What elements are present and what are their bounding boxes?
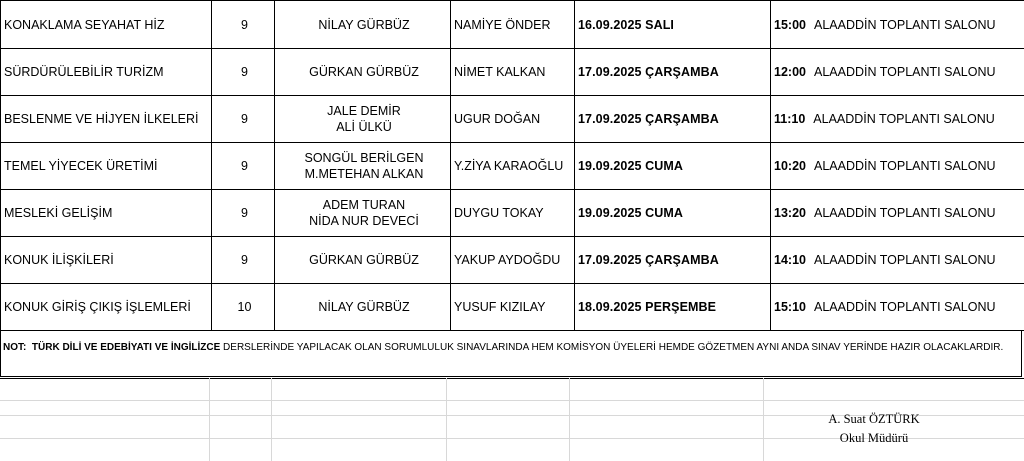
time-place-cell xyxy=(771,190,1024,237)
exam-place: ALAADDİN TOPLANTI SALONU xyxy=(813,159,996,173)
exam-time: 15:00 xyxy=(774,17,806,32)
exam-time: 11:10 xyxy=(774,112,806,126)
exam-date-cell: 17.09.2025 ÇARŞAMBA xyxy=(575,49,771,96)
time-place-cell xyxy=(771,284,1024,331)
exam-date-cell: 17.09.2025 ÇARŞAMBA xyxy=(575,96,771,143)
table-row xyxy=(1,237,1024,284)
exam-date-cell: 17.09.2025 ÇARŞAMBA xyxy=(575,237,771,284)
table-row xyxy=(1,49,1024,96)
table-row xyxy=(1,284,1024,331)
exam-time: 10:20 xyxy=(774,159,806,173)
supervisor-cell: Y.ZİYA KARAOĞLU xyxy=(451,143,575,190)
exam-place: ALAADDİN TOPLANTI SALONU xyxy=(813,253,996,267)
course-cell: SÜRDÜRÜLEBİLİR TURİZM xyxy=(1,49,212,96)
supervisor-cell: NİMET KALKAN xyxy=(451,49,575,96)
note-text: DERSLERİNDE YAPILACAK OLAN SORUMLULUK SINAVLARINDA HEM KOMİSYON ÜYELERİ HEMDE GÖZETMEN AYNI ANDA SINAV YERİNDE HAZIR OLACAKLARDIR. xyxy=(223,342,1004,353)
course-cell: KONUK GİRİŞ ÇIKIŞ İŞLEMLERİ xyxy=(1,284,212,331)
committee-members-cell xyxy=(275,49,451,96)
exam-time: 15:10 xyxy=(774,300,806,314)
empty-spreadsheet-grid xyxy=(0,378,1024,461)
class-cell: 9 xyxy=(212,237,275,284)
exam-date-cell: 19.09.2025 CUMA xyxy=(575,190,771,237)
committee-member: ADEM TURAN xyxy=(322,198,406,212)
exam-time: 14:10 xyxy=(774,253,806,267)
committee-members-cell xyxy=(275,190,451,237)
exam-place: ALAADDİN TOPLANTI SALONU xyxy=(813,300,996,314)
committee-member: M.METEHAN ALKAN xyxy=(304,167,424,181)
committee-members-cell xyxy=(275,96,451,143)
committee-member: SONGÜL BERİLGEN xyxy=(304,151,424,165)
committee-member: ALİ ÜLKÜ xyxy=(336,120,392,134)
exam-place: ALAADDİN TOPLANTI SALONU xyxy=(813,17,996,32)
time-place-cell xyxy=(771,49,1024,96)
time-place-cell xyxy=(771,143,1024,190)
committee-members-cell xyxy=(275,237,451,284)
exam-date-cell: 16.09.2025 SALI xyxy=(575,1,771,49)
course-cell: KONAKLAMA SEYAHAT HİZ xyxy=(1,1,212,49)
class-cell: 9 xyxy=(212,96,275,143)
signature-title: Okul Müdürü xyxy=(839,431,909,445)
class-cell: 9 xyxy=(212,49,275,96)
table-row xyxy=(1,143,1024,190)
exam-time: 13:20 xyxy=(774,206,806,220)
supervisor-cell: YAKUP AYDOĞDU xyxy=(451,237,575,284)
course-cell: TEMEL YİYECEK ÜRETİMİ xyxy=(1,143,212,190)
committee-member: GÜRKAN GÜRBÜZ xyxy=(309,253,419,267)
course-cell: KONUK İLİŞKİLERİ xyxy=(1,237,212,284)
committee-members-cell xyxy=(275,1,451,49)
time-place-cell xyxy=(771,1,1024,49)
committee-member: NİDA NUR DEVECİ xyxy=(309,214,419,228)
course-cell: MESLEKİ GELİŞİM xyxy=(1,190,212,237)
class-cell: 9 xyxy=(212,143,275,190)
class-cell: 9 xyxy=(212,190,275,237)
supervisor-cell: NAMİYE ÖNDER xyxy=(451,1,575,49)
exam-place: ALAADDİN TOPLANTI SALONU xyxy=(813,112,995,126)
committee-member: JALE DEMİR xyxy=(327,104,401,118)
exam-place: ALAADDİN TOPLANTI SALONU xyxy=(813,206,996,220)
committee-member: NİLAY GÜRBÜZ xyxy=(318,300,410,314)
supervisor-cell: YUSUF KIZILAY xyxy=(451,284,575,331)
supervisor-cell: DUYGU TOKAY xyxy=(451,190,575,237)
committee-members-cell xyxy=(275,143,451,190)
table-row xyxy=(1,1,1024,49)
committee-member: NİLAY GÜRBÜZ xyxy=(318,17,410,32)
table-row xyxy=(1,96,1024,143)
course-cell: BESLENME VE HİJYEN İLKELERİ xyxy=(1,96,212,143)
exam-place: ALAADDİN TOPLANTI SALONU xyxy=(813,65,996,79)
class-cell: 10 xyxy=(212,284,275,331)
committee-members-cell xyxy=(275,284,451,331)
note-box xyxy=(0,331,1022,377)
time-place-cell xyxy=(771,237,1024,284)
class-cell: 9 xyxy=(212,1,275,49)
note-bold-text: TÜRK DİLİ VE EDEBİYATI VE İNGİLİZCE xyxy=(31,342,221,353)
committee-member: GÜRKAN GÜRBÜZ xyxy=(309,65,419,79)
exam-time: 12:00 xyxy=(774,65,806,79)
time-place-cell xyxy=(771,96,1024,143)
exam-date-cell: 18.09.2025 PERŞEMBE xyxy=(575,284,771,331)
note-prefix: NOT: xyxy=(3,342,27,353)
table-row xyxy=(1,190,1024,237)
signature-name: A. Suat ÖZTÜRK xyxy=(828,412,920,426)
exam-date-cell: 19.09.2025 CUMA xyxy=(575,143,771,190)
supervisor-cell: UGUR DOĞAN xyxy=(451,96,575,143)
